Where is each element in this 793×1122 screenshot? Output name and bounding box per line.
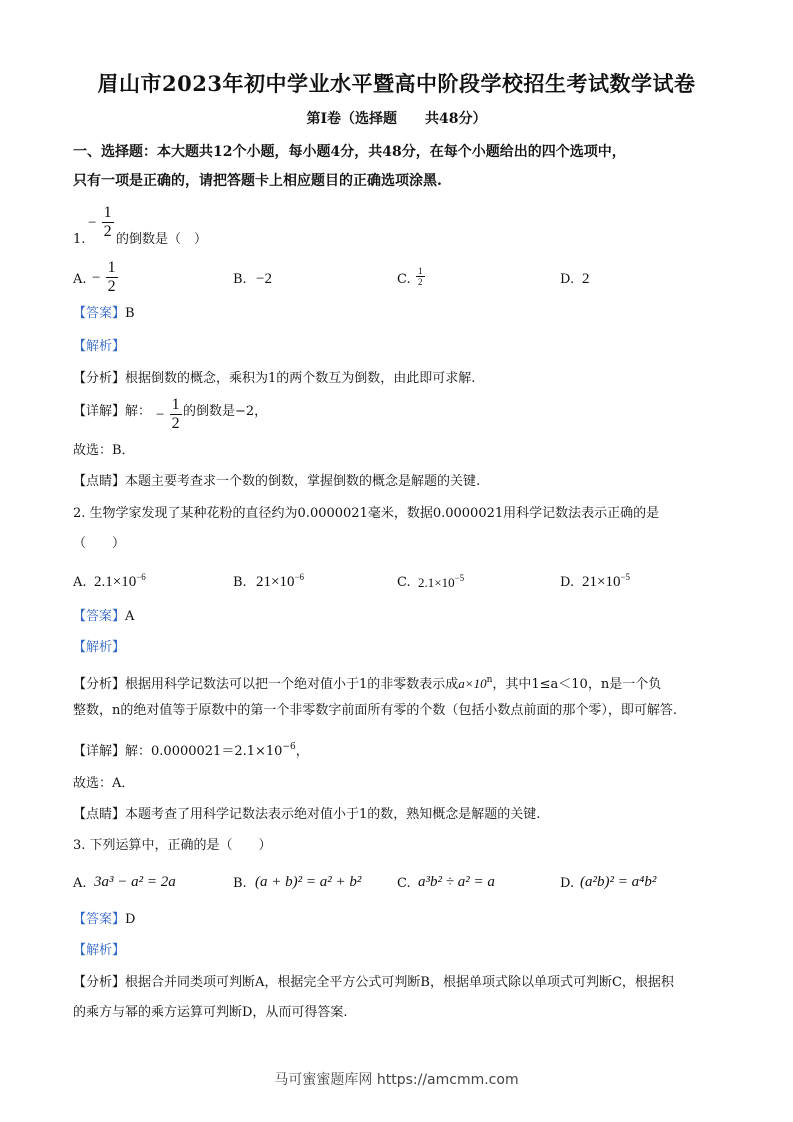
q3-option-b-label: B.: [233, 876, 247, 891]
q1-stem-den: 2: [103, 223, 112, 240]
q3-stem: 3. 下列运算中，正确的是（ ）: [73, 838, 272, 853]
q3-fenxi-line1: [73, 975, 674, 991]
fenxi-tag: 【分析】: [73, 677, 126, 692]
q1-stem-num: 1: [103, 204, 112, 221]
q3-answer-value: D: [125, 912, 136, 927]
exam-title: 眉山市2023年初中学业水平暨高中阶段学校招生考试数学试卷: [97, 71, 696, 96]
section-instruction-line2: 只有一项是正确的，请把答题卡上相应题目的正确选项涂黑.: [73, 173, 442, 189]
answer-tag: 【答案】: [73, 306, 126, 321]
q1-note: [73, 474, 480, 490]
q1-option-c-den: 2: [418, 277, 423, 287]
answer-tag: 【答案】: [73, 609, 126, 624]
q2-stem-line1: 2. 生物学家发现了某种花粉的直径约为0.0000021毫米，数据0.0000021用科学记数法表示正确的是: [73, 506, 660, 521]
q2-option-b-label: B.: [233, 575, 247, 590]
q2-option-c-exp: −5: [454, 573, 465, 583]
answer-tag: 【答案】: [73, 912, 126, 927]
q1-option-a: [92, 259, 118, 296]
q2-option-a-exp: −6: [136, 572, 146, 582]
q1-answer-value: B: [125, 306, 135, 321]
detail-tag: 【详解】: [73, 404, 126, 419]
q2-option-a-label: A.: [73, 575, 87, 590]
q1-option-d: 2: [582, 271, 590, 287]
q1-option-b-label: B.: [233, 272, 247, 287]
q1-option-a-frac: [106, 259, 118, 296]
q1-detail-num: 1: [171, 396, 180, 413]
q3-option-c-label: C.: [397, 876, 411, 891]
q2-fenxi-pre: 根据用科学记数法可以把一个绝对值小于1的非零数表示成: [125, 677, 459, 692]
q2-stem-line2: （ ）: [73, 536, 126, 551]
q3-option-d: (a²b)² = a⁴b²: [580, 874, 657, 890]
q2-option-a: [94, 572, 146, 591]
q1-stem-sign: −: [88, 215, 97, 231]
q2-detail-post: ，: [295, 744, 309, 759]
q1-detail-sign: −: [156, 407, 165, 423]
q1-option-a-num: 1: [107, 259, 116, 276]
q1-option-d-label: D.: [560, 272, 575, 287]
q1-option-a-sign: −: [92, 270, 101, 286]
q2-option-d: [582, 572, 630, 591]
q1-option-a-label: A.: [73, 272, 87, 287]
section-instruction-line1: 一、选择题：本大题共12个小题，每小题4分，共48分，在每个小题给出的四个选项中，: [73, 144, 626, 160]
q2-fenxi-exp: n: [486, 675, 493, 685]
q1-stem-fraction: [88, 204, 114, 241]
q3-option-a: 3a³ − a² = 2a: [94, 874, 176, 890]
q2-fenxi-line1: [73, 672, 661, 693]
section-subtitle: 第Ⅰ卷（选择题 共48分）: [306, 111, 487, 127]
q1-option-c-label: C.: [397, 272, 411, 287]
q1-analysis-tag: 【解析】: [73, 339, 126, 354]
q2-analysis-tag: 【解析】: [73, 640, 126, 655]
q1-detail-fraction: [156, 396, 182, 433]
q2-choose: 故选：A．: [73, 776, 135, 791]
q1-option-a-den: 2: [107, 278, 116, 295]
q2-detail: [73, 739, 309, 760]
q1-note-text: 本题主要考查求一个数的倒数，掌握倒数的概念是解题的关键.: [125, 474, 481, 489]
fenxi-tag: 【分析】: [73, 975, 126, 990]
q2-fenxi-math: a×10: [458, 676, 487, 691]
q1-stem-frac: [102, 204, 114, 241]
q3-fenxi-line2: 的乘方与幂的乘方运算可判断D，从而可得答案.: [73, 1005, 348, 1020]
q1-answer: [73, 306, 135, 322]
q1-detail-den: 2: [171, 415, 180, 432]
q2-option-c-base: 2.1×10: [418, 575, 455, 590]
q2-answer-value: A: [125, 609, 135, 624]
q1-choose: 故选：B．: [73, 443, 135, 458]
footer-watermark: 马可蜜蜜题库网 https://amcmm.com: [274, 1072, 519, 1088]
q2-option-b-base: 21×10: [256, 574, 295, 590]
q2-fenxi-line2: 整数，n的绝对值等于原数中的第一个非零数字前面所有零的个数（包括小数点前面的那个零），即可解答.: [73, 703, 678, 718]
q2-option-d-exp: −5: [620, 572, 631, 582]
q2-option-b: [256, 572, 304, 591]
note-tag: 【点睛】: [73, 807, 126, 822]
q2-note-text: 本题考查了用科学记数法表示绝对值小于1的数，熟知概念是解题的关键.: [125, 807, 541, 822]
q1-fenxi-text: 根据倒数的概念，乘积为1的两个数互为倒数，由此即可求解.: [125, 371, 476, 386]
q2-detail-pre: 解：0.0000021＝2.1×10: [125, 744, 283, 759]
q1-detail: [73, 404, 151, 420]
q2-detail-exp: −6: [282, 742, 296, 752]
q3-option-c: a³b² ÷ a² = a: [418, 874, 495, 890]
q1-fenxi: [73, 371, 475, 387]
q2-answer: [73, 609, 134, 625]
q1-detail-pre: 解：: [125, 404, 152, 419]
q3-option-b: (a + b)² = a² + b²: [255, 874, 362, 890]
q3-option-a-label: A.: [73, 876, 87, 891]
q2-option-a-base: 2.1×10: [94, 574, 137, 590]
q1-option-c-num: 1: [418, 266, 423, 276]
q1-option-b: −2: [256, 271, 272, 287]
q1-detail-frac: [170, 396, 182, 433]
q2-option-c-label: C.: [397, 575, 411, 590]
q3-analysis-tag: 【解析】: [73, 943, 126, 958]
q3-option-d-label: D.: [560, 876, 575, 891]
q3-fenxi-text1: 根据合并同类项可判断A，根据完全平方公式可判断B，根据单项式除以单项式可判断C，根据积: [125, 975, 674, 990]
q1-option-c: [416, 266, 425, 287]
note-tag: 【点睛】: [73, 474, 126, 489]
q2-option-d-base: 21×10: [582, 574, 621, 590]
detail-tag: 【详解】: [73, 744, 126, 759]
q3-answer: [73, 912, 135, 928]
fenxi-tag: 【分析】: [73, 371, 126, 386]
q1-stem-text: 的倒数是（ ）: [116, 232, 208, 247]
q1-option-c-frac: [416, 266, 425, 287]
q2-note: [73, 807, 540, 823]
q2-option-d-label: D.: [560, 575, 575, 590]
q1-detail-post: 的倒数是−2，: [183, 404, 268, 419]
q1-number: 1.: [73, 232, 86, 247]
q2-option-b-exp: −6: [294, 572, 305, 582]
q2-option-c: [418, 573, 464, 591]
q2-fenxi-post: ，其中1≤a＜10，n是一个负: [492, 677, 662, 692]
